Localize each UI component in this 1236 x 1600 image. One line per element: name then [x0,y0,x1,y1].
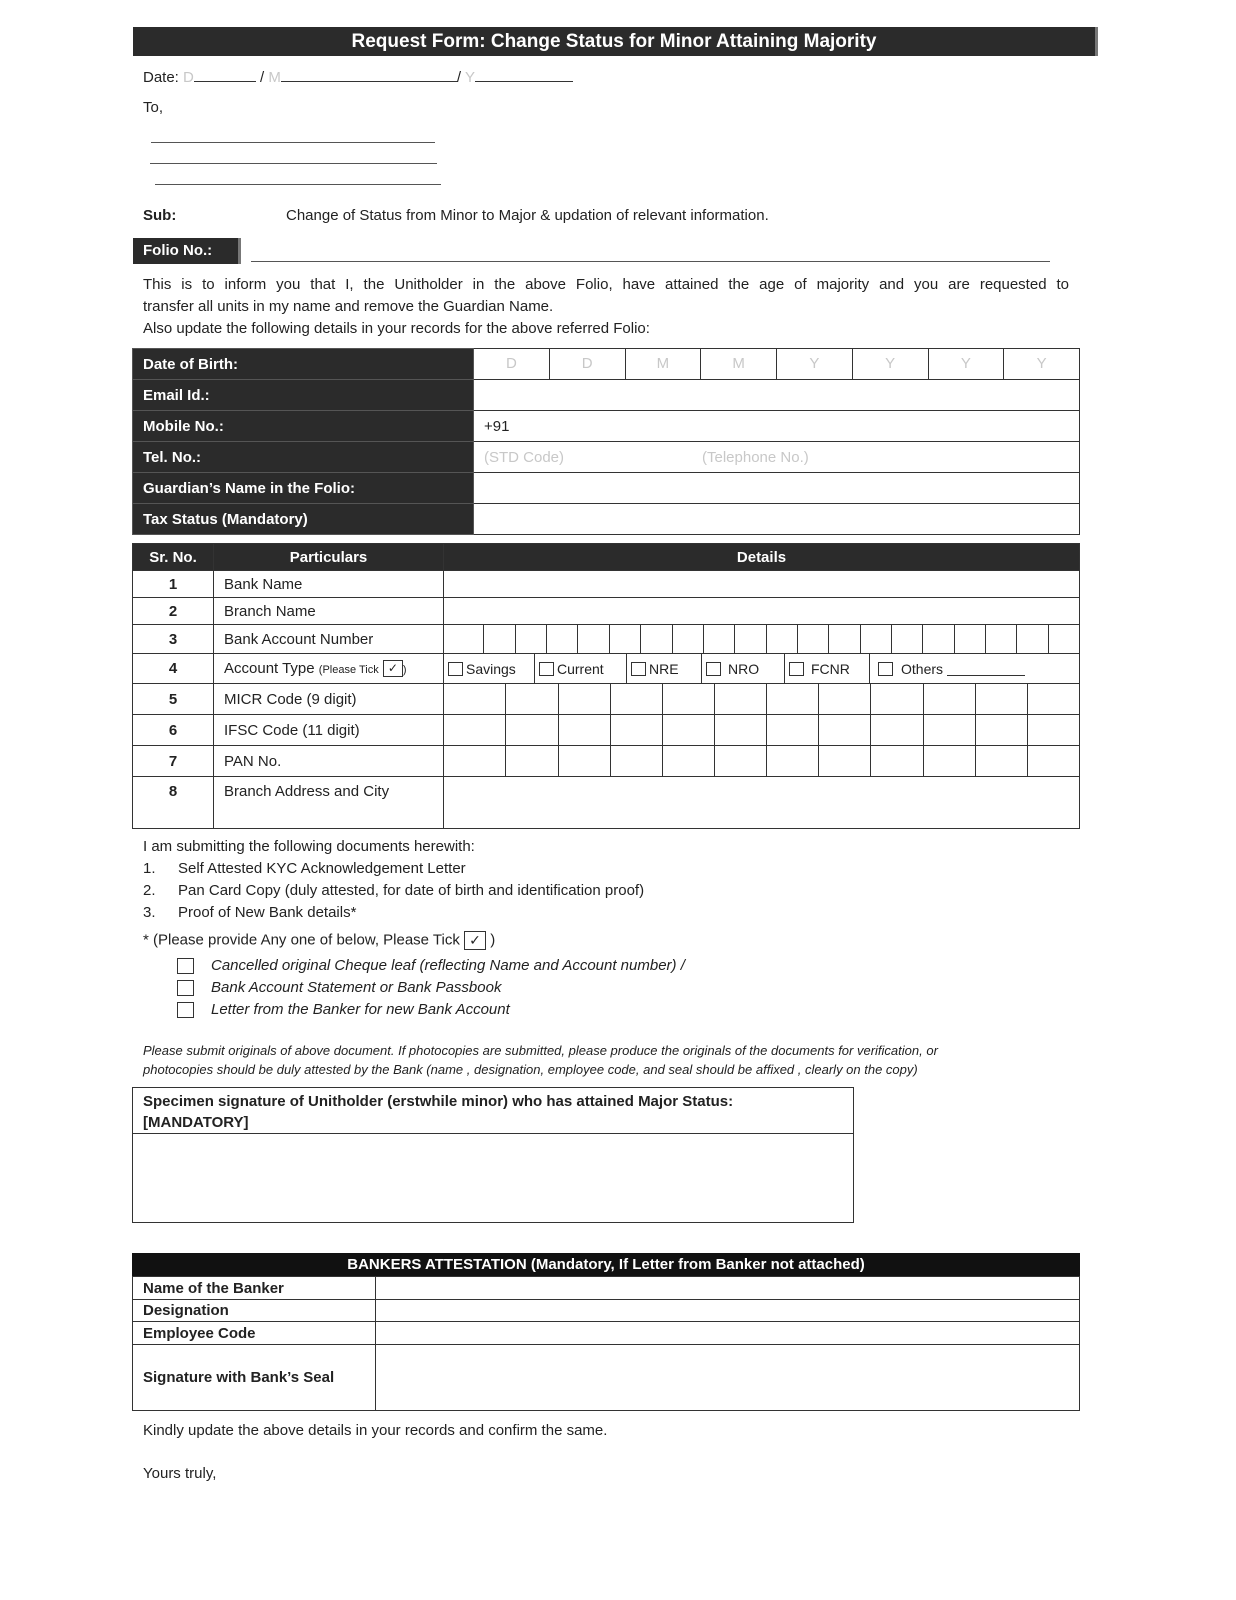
guardian-input[interactable] [474,473,1080,504]
documents-section [143,836,1063,924]
closing-text: Kindly update the above details in your records and confirm the same. [143,1422,608,1439]
checkbox-icon[interactable] [631,662,646,676]
account-type-nro[interactable] [702,654,785,683]
dob-cell[interactable]: Y [777,349,853,379]
table-row [133,1277,1080,1300]
date-year-field[interactable] [475,67,573,82]
tel-row [133,442,1080,473]
row-number: 2 [133,598,214,625]
email-input[interactable] [474,380,1080,411]
std-code-placeholder: (STD Code) [484,448,565,466]
checkbox-icon[interactable] [539,662,554,676]
bank-seal-label: Signature with Bank’s Seal [133,1345,376,1411]
tel-label: Tel. No.: [133,442,474,473]
to-label: To, [143,99,164,116]
row-label: Branch Address and City [214,777,444,829]
dob-cell[interactable]: Y [853,349,929,379]
date-label: Date: [143,69,179,86]
account-type-label: Account Type [224,659,315,677]
list-item [143,902,1063,924]
table-row [133,571,1080,598]
table-row [133,1345,1080,1411]
date-month-field[interactable] [281,67,457,82]
guardian-row [133,473,1080,504]
tick-note: (Please Tick [318,663,379,676]
originals-note-line: Please submit originals of above document. If photocopies are submitted, please produce the originals of the documents for verification, or [143,1043,938,1058]
proof-note [143,931,495,950]
header-particulars: Particulars [214,544,444,571]
attestation-header: BANKERS ATTESTATION (Mandatory, If Letter from Banker not attached) [132,1253,1080,1276]
dob-cell[interactable]: M [701,349,777,379]
pan-input[interactable] [444,746,1080,777]
bank-table-header [133,544,1080,571]
item-number: 2. [143,882,156,899]
row-number: 8 [133,777,214,829]
signoff-text: Yours truly, [143,1465,217,1482]
tick-note-end: ) [402,663,407,676]
list-item [143,880,1063,902]
check-icon: ✓ [383,660,403,677]
folio-input[interactable] [251,261,1050,262]
ifsc-cells [444,715,1079,745]
dob-cell[interactable]: D [474,349,550,379]
table-row [133,654,1080,684]
item-number: 1. [143,860,156,877]
item-number: 3. [143,904,156,921]
tax-status-input[interactable] [474,504,1080,535]
address-line-3[interactable] [155,184,441,185]
proof-option-label: Cancelled original Cheque leaf (reflecting Name and Account number) / [211,957,685,974]
table-row [133,715,1080,746]
intro-line-1: This is to inform you that I, the Unitholder in the above Folio, have attained the age of majority and you are requested to [143,276,1069,293]
row-label: Branch Name [214,598,444,625]
designation-input[interactable] [376,1300,1080,1322]
row-label [214,654,444,684]
ifsc-input[interactable] [444,715,1080,746]
employee-code-label: Employee Code [133,1322,376,1345]
intro-line-2: transfer all units in my name and remove the Guardian Name. [143,298,554,315]
pan-cells [444,746,1079,776]
subject-text: Change of Status from Minor to Major & updation of relevant information. [286,207,769,224]
row-number: 4 [133,654,214,684]
checkbox-icon[interactable] [448,662,463,676]
proof-options [177,955,685,1021]
mobile-input[interactable] [474,411,1080,442]
address-line-1[interactable] [151,142,435,143]
checkbox-icon[interactable] [177,1002,194,1018]
dob-label: Date of Birth: [133,349,474,380]
tax-status-label: Tax Status (Mandatory) [133,504,474,535]
form-title: Request Form: Change Status for Minor Attaining Majority [133,27,1098,56]
micr-input[interactable] [444,684,1080,715]
mobile-row [133,411,1080,442]
account-type-options [444,654,1080,684]
checkbox-icon[interactable] [706,662,721,676]
signature-area[interactable] [133,1134,853,1222]
date-year-placeholder: Y [464,69,475,86]
proof-option[interactable] [177,955,685,977]
personal-details-table [132,348,1080,535]
row-label: PAN No. [214,746,444,777]
proof-note-text: * (Please provide Any one of below, Please Tick [143,931,460,949]
row-label: IFSC Code (11 digit) [214,715,444,746]
mobile-prefix: +91 [484,417,510,435]
list-item [143,858,1063,880]
account-type-current[interactable] [535,654,627,683]
address-line-2[interactable] [150,163,437,164]
table-row [133,746,1080,777]
option-label: Others [901,660,944,677]
signature-mandatory: [MANDATORY] [143,1114,249,1131]
item-text: Proof of New Bank details* [178,904,357,921]
intro-line-3: Also update the following details in your records for the above referred Folio: [143,320,650,337]
date-separator: / [260,69,265,86]
others-input[interactable] [947,661,1025,676]
originals-note [143,1041,1063,1079]
dob-cell[interactable]: D [550,349,626,379]
account-type-savings[interactable] [444,654,535,683]
date-separator: / [456,69,462,86]
check-icon: ✓ [464,931,486,950]
proof-option-label: Letter from the Banker for new Bank Account [211,1001,510,1018]
header-details: Details [444,544,1080,571]
designation-label: Designation [133,1300,376,1322]
mobile-label: Mobile No.: [133,411,474,442]
folio-label: Folio No.: [133,238,241,264]
row-number: 6 [133,715,214,746]
checkbox-icon[interactable] [878,662,893,676]
telephone-placeholder: (Telephone No.) [702,448,809,466]
banker-name-input[interactable] [376,1277,1080,1300]
table-row [133,684,1080,715]
attestation-table [132,1276,1080,1411]
account-type-nre[interactable] [627,654,702,683]
documents-intro: I am submitting the following documents herewith: [143,838,475,855]
table-row [133,625,1080,654]
proof-note-end: ) [490,931,496,949]
banker-name-label: Name of the Banker [133,1277,376,1300]
header-sr-no: Sr. No. [133,544,214,571]
signature-heading-line: Specimen signature of Unitholder (erstwhile minor) who has attained Major Status: [143,1093,734,1110]
date-row [143,67,573,86]
email-row [133,380,1080,411]
bank-details-table [132,543,1080,829]
table-row [133,1300,1080,1322]
account-type-fcnr[interactable] [785,654,870,683]
account-number-input[interactable] [444,625,1080,654]
proof-option-label: Bank Account Statement or Bank Passbook [211,979,502,996]
dob-row [133,349,1080,380]
option-label: FCNR [811,660,850,677]
row-number: 3 [133,625,214,654]
option-label: Savings [466,660,516,677]
checkbox-icon[interactable] [177,958,194,974]
email-label: Email Id.: [133,380,474,411]
row-number: 5 [133,684,214,715]
checkbox-icon[interactable] [177,980,194,996]
table-row [133,598,1080,625]
bank-name-input[interactable] [444,571,1080,598]
dob-input[interactable] [474,349,1080,380]
intro-paragraph [143,274,1069,340]
option-label: NRO [728,660,760,677]
item-text: Pan Card Copy (duly attested, for date of birth and identification proof) [178,882,645,899]
dob-cell[interactable]: Y [1036,355,1047,372]
date-day-placeholder: D [183,69,194,86]
table-row [133,1322,1080,1345]
account-type-group [444,654,1079,683]
guardian-label: Guardian’s Name in the Folio: [133,473,474,504]
row-label: Bank Name [214,571,444,598]
dob-cell[interactable]: Y [929,349,1005,379]
proof-option[interactable] [177,977,685,999]
dob-grid [474,349,1079,379]
table-row [133,777,1080,829]
checkbox-icon[interactable] [789,662,804,676]
originals-note-line: photocopies should be duly attested by the Bank (name , designation, employee code, and seal should be affixed , clearly on the copy) [143,1062,918,1077]
proof-option[interactable] [177,999,685,1021]
row-number: 7 [133,746,214,777]
bank-seal-area[interactable] [376,1345,1080,1411]
micr-cells [444,684,1079,714]
account-type-others[interactable] [870,654,1079,683]
item-text: Self Attested KYC Acknowledgement Letter [178,860,466,877]
date-month-placeholder: M [268,69,281,86]
row-label: MICR Code (9 digit) [214,684,444,715]
signature-box [132,1087,854,1223]
tax-status-row [133,504,1080,535]
date-day-field[interactable] [194,67,256,82]
dob-cell[interactable]: M [626,349,702,379]
option-label: NRE [649,660,679,677]
branch-name-input[interactable] [444,598,1080,625]
row-number: 1 [133,571,214,598]
option-label: Current [557,660,604,677]
branch-address-input[interactable] [444,777,1080,829]
employee-code-input[interactable] [376,1322,1080,1345]
subject-label: Sub: [143,207,177,224]
signature-heading [133,1088,853,1134]
account-number-cells [444,625,1079,653]
tel-input[interactable] [474,442,1080,473]
row-label: Bank Account Number [214,625,444,654]
